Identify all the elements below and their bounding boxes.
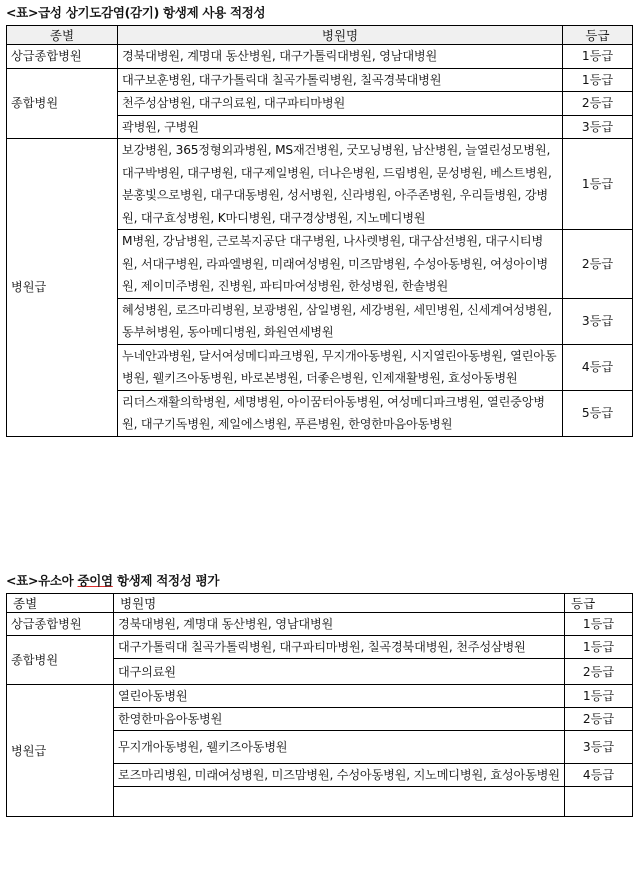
header-category: 종별 [7, 594, 114, 613]
hospital-cell: 리더스재활의학병원, 세명병원, 아이꿈터아동병원, 여성메디파크병원, 열린중앙병원, 대구기독병원, 제일에스병원, 푸른병원, 한영한마음아동병원 [118, 390, 563, 436]
table-row [7, 613, 633, 636]
category-cell: 병원급 [7, 685, 114, 817]
hospital-cell: 누네안과병원, 달서여성메디파크병원, 무지개아동병원, 시지열린아동병원, 열린아동병원, 웰키즈아동병원, 바로본병원, 더좋은병원, 인제재활병원, 효성아동병원 [118, 344, 563, 390]
category-cell: 병원급 [7, 139, 118, 437]
table1-title: <표>급성 상기도감염(감기) 항생제 사용 적정성 [6, 5, 266, 20]
grade-cell: 1등급 [565, 613, 633, 636]
grade-cell: 4등급 [563, 344, 633, 390]
hospital-cell: 혜성병원, 로즈마리병원, 보광병원, 삼일병원, 세강병원, 세민병원, 신세계여성병원, 동부허병원, 동아메디병원, 화원연세병원 [118, 298, 563, 344]
grade-cell: 2등급 [565, 708, 633, 731]
hospital-cell: 대구가톨릭대 칠곡가톨릭병원, 대구파티마병원, 칠곡경북대병원, 천주성삼병원 [114, 636, 565, 659]
hospital-cell: 한영한마음아동병원 [114, 708, 565, 731]
table-row [7, 685, 633, 708]
hospital-cell: 로즈마리병원, 미래여성병원, 미즈맘병원, 수성아동병원, 지노메디병원, 효성아동병원 [114, 764, 565, 787]
category-cell: 종합병원 [7, 636, 114, 685]
grade-cell: 3등급 [565, 731, 633, 764]
table-header-row [7, 26, 633, 45]
table2-title-suffix: 항생제 적정성 평가 [112, 573, 220, 588]
category-cell: 상급종합병원 [7, 613, 114, 636]
grade-cell: 4등급 [565, 764, 633, 787]
hospital-cell: 대구보훈병원, 대구가톨릭대 칠곡가톨릭병원, 칠곡경북대병원 [118, 68, 563, 92]
hospital-cell: 보강병원, 365정형외과병원, MS재건병원, 굿모닝병원, 남산병원, 늘열린성모병원, 대구박병원, 대구병원, 대구제일병원, 더나은병원, 드림병원, 문성병원, 베스트병원, 분홍빛으로병원, 대구대동병원, 성서병원, 신라병원, 아주존병원, 우리들병원, 강병원, 대구효성병원, K마디병원, 대구경상병원, 지노메디병원 [118, 139, 563, 230]
hospital-cell: 경북대병원, 계명대 동산병원, 영남대병원 [114, 613, 565, 636]
header-hospital: 병원명 [114, 594, 565, 613]
hospital-cell: M병원, 강남병원, 근로복지공단 대구병원, 나사렛병원, 대구삼선병원, 대구시티병원, 서대구병원, 라파엘병원, 미래여성병원, 미즈맘병원, 수성아동병원, 여성아이병원, 제이미주병원, 진병원, 파티마여성병원, 한성병원, 한솔병원 [118, 230, 563, 299]
hospital-cell: 경북대병원, 계명대 동산병원, 대구가톨릭대병원, 영남대병원 [118, 45, 563, 69]
header-grade: 등급 [565, 594, 633, 613]
table2-title-underlined: 중이염 [77, 573, 113, 588]
table2-title-prefix: <표>유소아 [6, 573, 78, 588]
hospital-cell: 곽병원, 구병원 [118, 115, 563, 139]
table-row [7, 139, 633, 230]
grade-cell: 2등급 [563, 230, 633, 299]
grade-cell: 1등급 [563, 45, 633, 69]
hospital-cell: 무지개아동병원, 웰키즈아동병원 [114, 731, 565, 764]
header-hospital: 병원명 [118, 26, 563, 45]
table-row [7, 45, 633, 69]
grade-cell: 5등급 [563, 390, 633, 436]
grade-cell: 3등급 [563, 115, 633, 139]
table-header-row [7, 594, 633, 613]
category-cell: 종합병원 [7, 68, 118, 139]
grade-cell: 1등급 [563, 68, 633, 92]
category-cell: 상급종합병원 [7, 45, 118, 69]
grade-cell: 1등급 [565, 685, 633, 708]
table-row [7, 68, 633, 92]
grade-cell: 2등급 [565, 659, 633, 685]
grade-cell [565, 787, 633, 817]
grade-cell: 1등급 [565, 636, 633, 659]
hospital-cell: 대구의료원 [114, 659, 565, 685]
grade-cell: 1등급 [563, 139, 633, 230]
table-row [7, 636, 633, 659]
table2-title [6, 571, 219, 589]
grade-cell: 3등급 [563, 298, 633, 344]
grade-cell: 2등급 [563, 92, 633, 116]
antibiotic-otitis-table [6, 593, 633, 817]
hospital-cell: 천주성삼병원, 대구의료원, 대구파티마병원 [118, 92, 563, 116]
hospital-cell [114, 787, 565, 817]
header-grade: 등급 [563, 26, 633, 45]
header-category: 종별 [7, 26, 118, 45]
antibiotic-urti-table [6, 25, 633, 437]
hospital-cell: 열린아동병원 [114, 685, 565, 708]
